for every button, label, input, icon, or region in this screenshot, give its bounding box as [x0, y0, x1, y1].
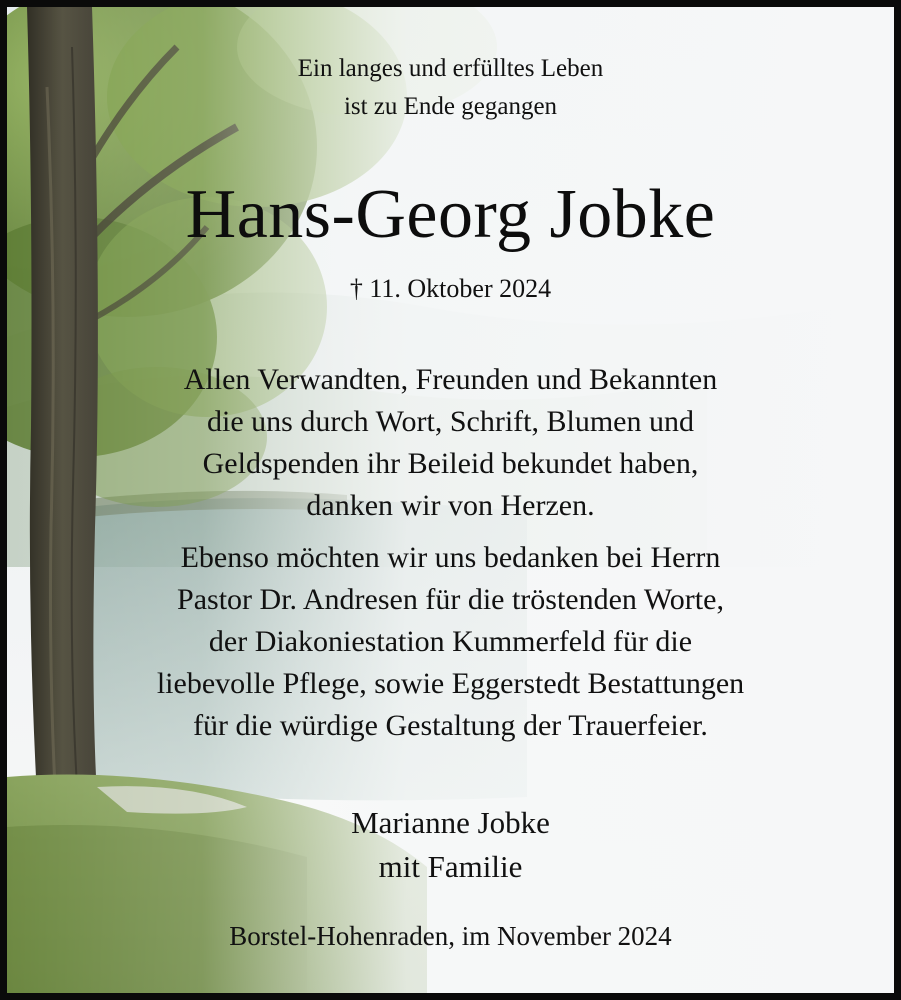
thanks-line-7: der Diakoniestation Kummerfeld für die — [208, 625, 693, 658]
thanks-line-8: liebevolle Pflege, sowie Eggerstedt Bestattungen — [156, 667, 745, 700]
thanks-line-4: danken wir von Herzen. — [306, 489, 595, 522]
intro-line-1: Ein langes und erfülltes Leben — [297, 55, 604, 82]
signature-family: mit Familie — [378, 849, 523, 884]
signature-name: Marianne Jobke — [351, 805, 550, 840]
thanks-line-6: Pastor Dr. Andresen für die tröstenden Worte, — [177, 583, 724, 616]
thanks-line-5: Ebenso möchten wir uns bedanken bei Herrn — [180, 541, 721, 574]
deceased-name: Hans-Georg Jobke — [185, 176, 716, 253]
thanks-line-2: die uns durch Wort, Schrift, Blumen und — [207, 405, 694, 438]
death-date: † 11. Oktober 2024 — [349, 274, 552, 303]
notice-text — [7, 7, 894, 993]
thanks-line-3: Geldspenden ihr Beileid bekundet haben, — [202, 447, 699, 480]
thanks-line-1: Allen Verwandten, Freunden und Bekannten — [183, 363, 718, 396]
place-date: Borstel-Hohenraden, im November 2024 — [229, 921, 672, 951]
intro-line-2: ist zu Ende gegangen — [343, 93, 558, 120]
thanks-line-9: für die würdige Gestaltung der Trauerfeier. — [193, 709, 708, 742]
